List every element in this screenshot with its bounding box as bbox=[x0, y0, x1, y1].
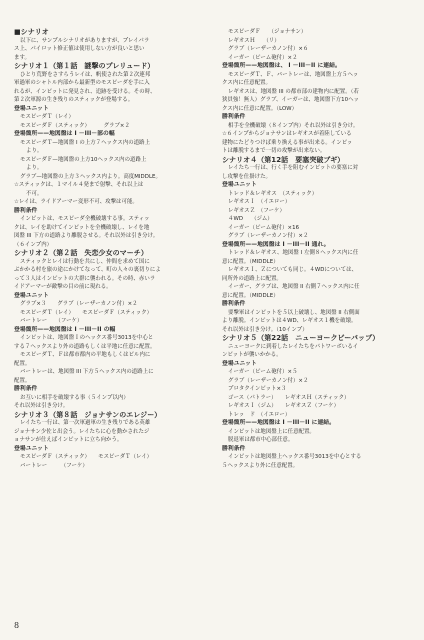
text-line: ぶかかる村を旅の途にかけてなって、町の人々の裏切りによ bbox=[14, 267, 161, 273]
section-label: 登場箇所——地図盤は I －III－II の幅 bbox=[14, 326, 116, 333]
section-label: 登場箇所——地図盤は I －III－II に連結。 bbox=[222, 420, 335, 426]
text-line: モスピーダＦ（スティック） モスピーダＴ（レイ） bbox=[20, 454, 153, 460]
text-line: モスピーダＦ—地図盤の上方10ヘックス内の道路上 bbox=[20, 156, 147, 163]
text-line: ひとり荒野をさすらうレイは、帆使された第２次連邦 bbox=[20, 71, 151, 78]
scenario-heading: シナリオ３（第８話 ジョナサンのエレジー） bbox=[14, 410, 162, 419]
text-line: プロタクインビット×３ bbox=[228, 386, 287, 392]
text-line: ゴース（パトラー） レギオスＨ（スティック） bbox=[228, 394, 350, 401]
text-line: インビットは地図盤上ヘックス番号3013を中心とする bbox=[228, 454, 362, 460]
text-line: モスピーダＦ（スティック） グラブ×２ bbox=[20, 122, 130, 129]
text-line: ４WD （ジム） bbox=[228, 216, 273, 222]
section-label: 登場ユニット bbox=[222, 182, 257, 188]
section-label: 登場箇所——地図盤は I －III－部の幅 bbox=[14, 131, 115, 137]
section-label: 勝利条件 bbox=[14, 386, 38, 392]
text-line: モスピーダＴ—地図盤 I の上方７ヘックス内の道路上 bbox=[20, 139, 151, 146]
text-line: グラブ（レーザーカノン付）×６ bbox=[228, 46, 309, 52]
text-line: 第２次軍源の生き残りのスティックが登場する。 bbox=[14, 97, 134, 103]
section-label: 勝利条件 bbox=[222, 114, 246, 120]
text-line: ます。 bbox=[14, 54, 30, 61]
text-line: クス内に任意に配置。（LOW） bbox=[222, 105, 298, 112]
text-line: 狭員強！無人）グラブ、イーガーは、地図盤下方10ヘッ bbox=[222, 97, 359, 103]
text-line: クは、レイを助けてインビットを全機破壊し、レイを地 bbox=[14, 224, 150, 231]
text-line: 脱退軍は都市中心部任意。 bbox=[228, 437, 294, 443]
text-line: ンビットが襲いかかる。 bbox=[222, 352, 282, 358]
text-line: バートレーは、地図盤 III 下方５ヘックス内の道路上に bbox=[20, 369, 154, 375]
text-line: スティックとレイは行動を共にし、仲間を求めて国に bbox=[20, 258, 150, 265]
text-line: クス内に任意配置。 bbox=[222, 80, 271, 86]
section-label: 登場ユニット bbox=[14, 105, 49, 112]
section-label: 勝利条件 bbox=[222, 445, 246, 452]
text-line: グラブ（レーザーカノン付）×２ bbox=[228, 233, 309, 239]
text-line: 要撃軍はインビットを５以上破壊し、地図盤 II 右側面 bbox=[228, 309, 360, 316]
text-line: 軍過軍のシャトル内部から最新型のモスピーダを手に入 bbox=[14, 80, 150, 86]
text-line: レギオスＩ（ジム） レギオスＺ（フーケ） bbox=[228, 403, 340, 409]
text-line: （６インプ内） bbox=[14, 241, 53, 248]
text-line: 以下に、サンプルシナリオがありますが、プレイパラ bbox=[20, 37, 150, 44]
text-line: 意に配置。（MIDDLE） bbox=[222, 292, 279, 299]
text-line: れるが、インビットに発見され、追跡を受ける。その時、 bbox=[14, 88, 156, 95]
text-line: イーガー（ビーム砲付）×２ bbox=[228, 54, 298, 61]
text-line: レイたち一行は、行く手を阻むインビットの要塞に対 bbox=[228, 165, 359, 171]
text-line: モスピーダＴ（レイ） モスピーダＦ（スティック） bbox=[20, 309, 153, 316]
text-line: し攻撃を仕掛けた。 bbox=[222, 173, 271, 180]
text-line: 同所外の道路上に配置。 bbox=[222, 275, 282, 282]
section-label: 登場箇所——地図盤は、 I －III－II に連結。 bbox=[222, 63, 341, 69]
text-line: 不可。 bbox=[26, 190, 43, 197]
text-line: グラブ（レーザーカノン付）×２ bbox=[228, 377, 309, 384]
text-line: より離脱。インビットは４WD、レギオス１機を破壊。 bbox=[222, 318, 357, 324]
scenario-heading: ■シナリオ bbox=[14, 28, 49, 36]
left-column bbox=[14, 28, 202, 470]
text-line: イーガー（ビーム砲付）×16 bbox=[228, 224, 300, 231]
text-line: インビットは、地図盤Ｉのヘックス番号3013を中心と bbox=[20, 335, 154, 341]
section-label: 登場ユニット bbox=[222, 360, 257, 367]
text-line: 意に配置。（MIDDLE） bbox=[222, 258, 279, 265]
text-line: モスピーダＴ、Ｆは都市都内の平地もしくはビル内に bbox=[20, 352, 151, 358]
text-line: モスピーダＴ（レイ） bbox=[20, 114, 74, 120]
text-line: より。 bbox=[26, 165, 43, 171]
text-line: ス上、パイロット修正値は使用しない方が良いと思い bbox=[14, 46, 145, 52]
text-line: ジョナサン少佐と出会う。レイたちに心を動かされたジ bbox=[14, 428, 150, 435]
text-line: 図盤 III 下方の道路より離脱させる。それ以外は引き分け。 bbox=[14, 233, 159, 239]
section-label: 勝利条件 bbox=[222, 301, 246, 307]
text-line: レギオスＩ （イエロー） bbox=[228, 199, 291, 205]
text-line: バートレー （フーケ） bbox=[20, 318, 83, 324]
text-line: イーガー、グラブは、地図盤 II 右側７ヘックス内に任 bbox=[228, 284, 360, 290]
text-line: より。 bbox=[26, 148, 43, 154]
text-line: それ以外は引き分け。 bbox=[14, 403, 69, 409]
scenario-heading: シナリオ４（第12話 要塞突破ブギ） bbox=[222, 155, 345, 164]
text-line: って３人はインビットの大群に襲われる。その時、赤いラ bbox=[14, 275, 156, 282]
text-line: トレッ ド （イエロー） bbox=[228, 411, 291, 418]
text-line: インビットは、モスピーダ全機破壊する事。スティッ bbox=[20, 216, 150, 222]
text-line: モスピーダＦ （ジョナサン） bbox=[228, 29, 307, 35]
text-line: レギオスＺ （フーケ） bbox=[228, 207, 285, 214]
text-line: イーガー（ビーム砲付）×５ bbox=[228, 369, 298, 375]
text-line: ニューヨークに到着したレイたちをパトワーボいるイ bbox=[228, 343, 359, 350]
text-line: 配置。 bbox=[14, 360, 31, 367]
section-label: 登場ユニット bbox=[14, 292, 49, 299]
text-line: レギオスは、地図盤 III の都市部の建物内に配置。（若 bbox=[228, 88, 359, 95]
text-line: レギオスＩ、Ｚについても同じ。４WDについては、 bbox=[228, 267, 358, 273]
scenario-heading: シナリオ２（第２話 失恋少女のマーチ） bbox=[14, 249, 148, 257]
page-number: 8 bbox=[14, 621, 20, 630]
text-line: レギオスＨ （リ） bbox=[228, 37, 280, 44]
text-line: ョナサンが仕えばインビットに立ち向かう。 bbox=[14, 437, 123, 443]
text-line: グラブ—地図盤の上方３ヘックス内より。高度MIDDLE。 bbox=[20, 173, 161, 180]
text-line: インビットは地図盤上に任意配置。 bbox=[228, 428, 315, 435]
section-label: 登場ユニット bbox=[14, 445, 49, 452]
text-line: グラブ×３ グラブ（レーザーカノン付）×２ bbox=[20, 301, 138, 307]
text-line: モスピーダＴ、Ｆ、バートレーは、地図盤上方５ヘッ bbox=[228, 71, 359, 78]
scenario-heading: シナリオ５（第22話 ニューヨークビーバップ） bbox=[222, 334, 380, 342]
text-line: ☆レイは、ライドアーマー変形不可、攻撃は可能。 bbox=[14, 199, 138, 205]
text-line: 配置。 bbox=[14, 377, 31, 384]
text-line: トレッド＆レギオス、地図盤 I 左側８ヘックス内に任 bbox=[228, 250, 359, 256]
text-line: バートレー （フーケ） bbox=[20, 462, 88, 469]
section-label: 登場箇所——地図盤は I －III－II 通れ。 bbox=[222, 241, 330, 248]
section-label: 勝利条件 bbox=[14, 207, 38, 214]
text-line: トレッド＆レギオス （スティック） bbox=[228, 190, 318, 197]
text-line: する７ヘックスより外の道路もしくは平地に任意に配置。 bbox=[14, 343, 156, 350]
text-line: 相手を全機破壊（８インプ内）それ以外は引き分け。 bbox=[228, 122, 359, 129]
text-line: イドアーマーが敵撃の目の前に現れる。 bbox=[14, 284, 112, 290]
text-line: ５ヘックスより外に任意配置。 bbox=[222, 462, 299, 469]
scenario-heading: シナリオ１（第１話 謎撃のプレリュード） bbox=[14, 62, 155, 70]
text-line: 建物にたどりつけば乗り換える事が出来る。インビッ bbox=[222, 139, 353, 146]
right-column bbox=[222, 28, 410, 470]
text-line: ☆６インプからジョナサンはレギオスが着陸している bbox=[222, 131, 352, 137]
text-line: レイたち一行は、第一次軍過軍の生き残りである英雄 bbox=[20, 420, 151, 426]
text-line: ☆スティックは、１マイル４発まで射撃、それ以上は bbox=[14, 182, 144, 188]
text-line: それ以外は引き分け。（10インプ） bbox=[222, 326, 308, 333]
text-line: お互いに相手を破壊する事（５インプ以内） bbox=[20, 394, 129, 401]
text-line: トは離脱するまで一切の攻撃が出来ない。 bbox=[222, 148, 326, 154]
